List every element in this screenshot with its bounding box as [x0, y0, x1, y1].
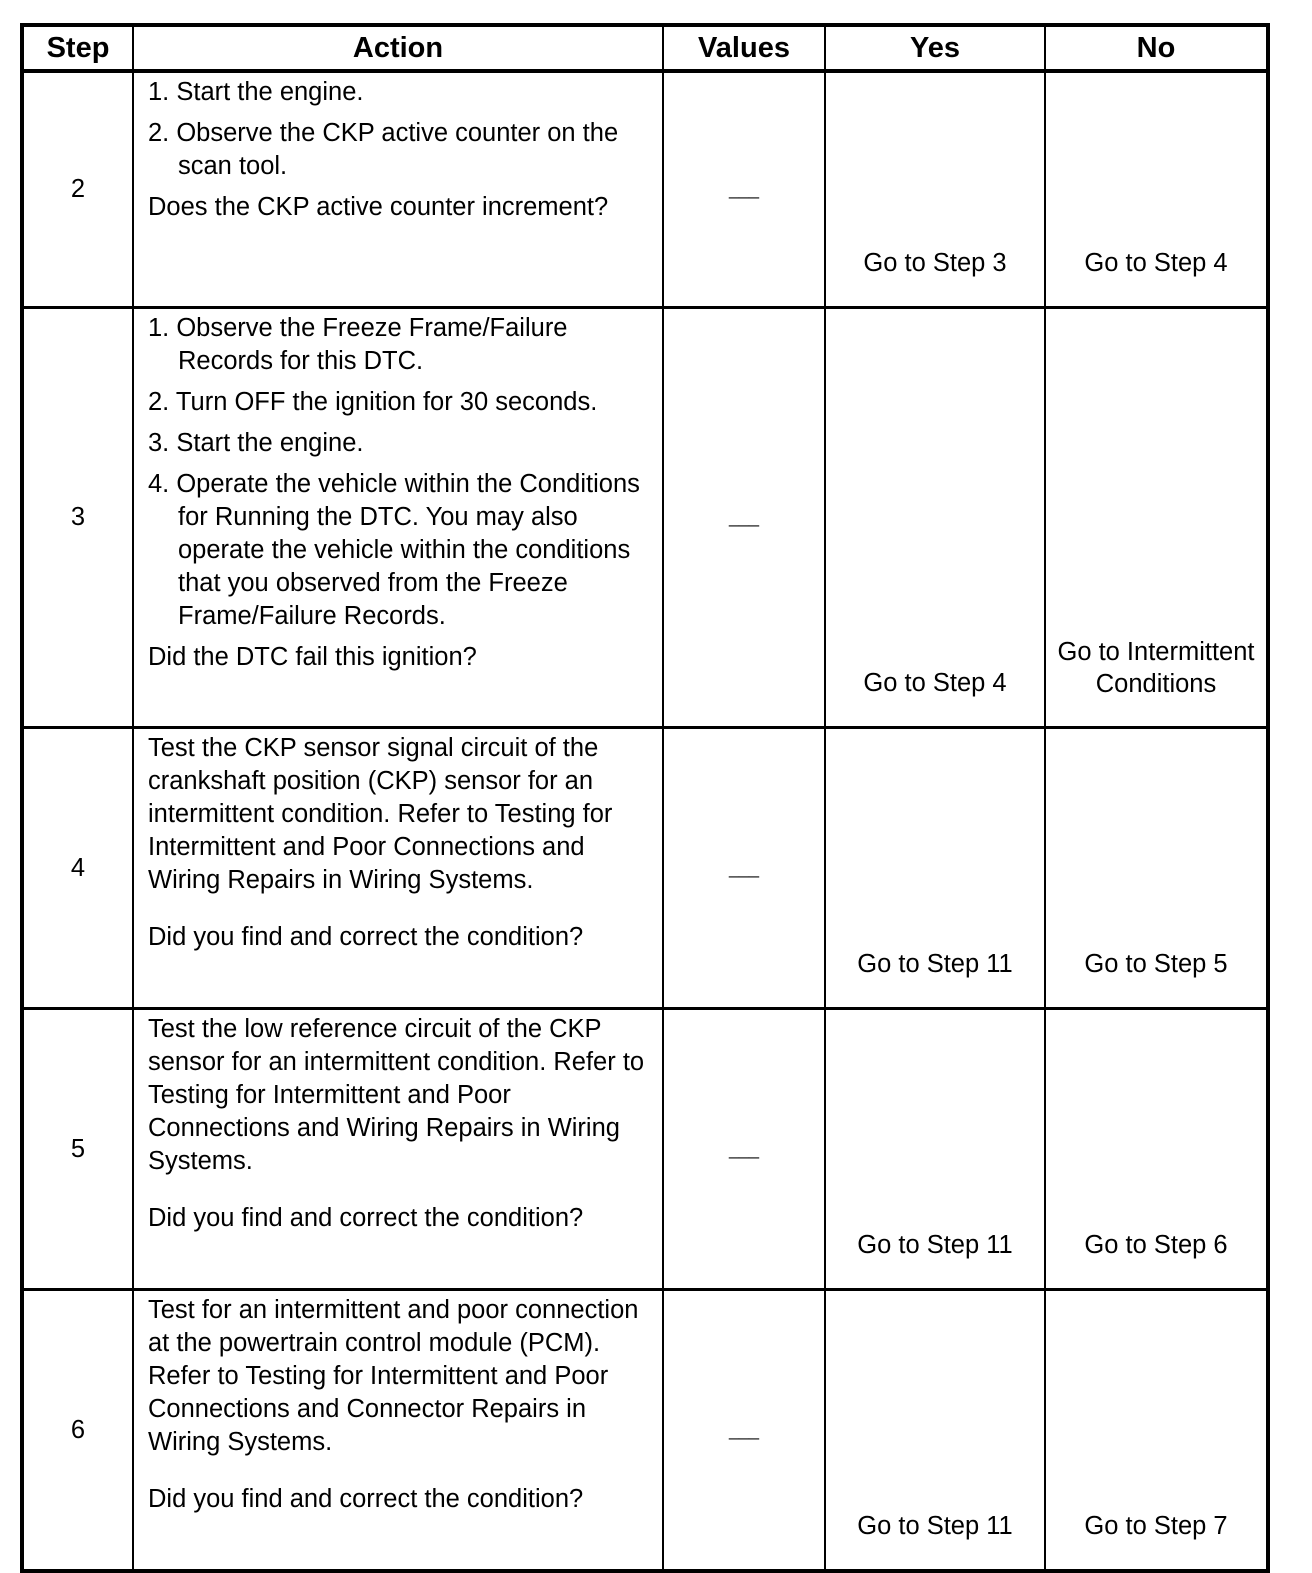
action-question: Did you find and correct the condition?: [148, 923, 584, 951]
action-question: Does the CKP active counter increment?: [148, 193, 609, 221]
table-row: [22, 728, 1268, 1009]
no-cell: Go to Step 7: [1045, 1290, 1268, 1572]
step-number: 2: [22, 71, 133, 308]
table-row: [22, 308, 1268, 728]
values-cell: ___: [663, 1290, 825, 1572]
action-text: Test the CKP sensor signal circuit of the crankshaft position (CKP) sensor for an intermittent condition. Refer to Testing for Intermittent and Poor Connections and Wiring Repairs in Wiring Systems.: [148, 734, 613, 894]
action-question: Did you find and correct the condition?: [148, 1204, 584, 1232]
action-item: 4. Operate the vehicle within the Conditions for Running the DTC. You may also operate the vehicle within the conditions that you observed from the Freeze Frame/Failure Records.: [148, 470, 640, 630]
values-cell: ___: [663, 71, 825, 308]
no-cell: Go to Intermittent Conditions: [1045, 308, 1268, 728]
header-yes: Yes: [825, 25, 1045, 71]
no-cell: Go to Step 6: [1045, 1009, 1268, 1290]
action-text: Test the low reference circuit of the CKP sensor for an intermittent condition. Refer to Testing for Intermittent and Poor Connections and Wiring Repairs in Wiring Systems.: [148, 1015, 645, 1175]
header-action: Action: [133, 25, 663, 71]
values-cell: ___: [663, 1009, 825, 1290]
header-values: Values: [663, 25, 825, 71]
step-number: 5: [22, 1009, 133, 1290]
action-item: 2. Observe the CKP active counter on the scan tool.: [148, 119, 619, 180]
yes-cell: Go to Step 11: [825, 1009, 1045, 1290]
yes-cell: Go to Step 11: [825, 728, 1045, 1009]
action-cell: [133, 1009, 663, 1290]
step-number: 3: [22, 308, 133, 728]
action-question: Did you find and correct the condition?: [148, 1485, 584, 1513]
action-cell: [133, 71, 663, 308]
action-item: 1. Observe the Freeze Frame/Failure Records for this DTC.: [148, 314, 568, 375]
diagnostic-table: [20, 23, 1270, 1573]
no-cell: Go to Step 5: [1045, 728, 1268, 1009]
values-cell: ___: [663, 728, 825, 1009]
yes-cell: Go to Step 11: [825, 1290, 1045, 1572]
values-cell: ___: [663, 308, 825, 728]
action-item: 1. Start the engine.: [148, 78, 364, 106]
header-no: No: [1045, 25, 1268, 71]
step-number: 4: [22, 728, 133, 1009]
no-cell: Go to Step 4: [1045, 71, 1268, 308]
yes-cell: Go to Step 3: [825, 71, 1045, 308]
action-cell: [133, 728, 663, 1009]
yes-cell: Go to Step 4: [825, 308, 1045, 728]
table-row: [22, 71, 1268, 308]
action-item: 3. Start the engine.: [148, 429, 364, 457]
action-question: Did the DTC fail this ignition?: [148, 643, 477, 671]
table-row: [22, 1009, 1268, 1290]
action-cell: [133, 1290, 663, 1572]
step-number: 6: [22, 1290, 133, 1572]
header-step: Step: [22, 25, 133, 71]
header-row: [22, 25, 1268, 71]
action-cell: [133, 308, 663, 728]
action-item: 2. Turn OFF the ignition for 30 seconds.: [148, 388, 598, 416]
table-row: [22, 1290, 1268, 1572]
action-text: Test for an intermittent and poor connection at the powertrain control module (PCM). Refer to Testing for Intermittent and Poor Connections and Connector Repairs in Wiring Systems.: [148, 1296, 639, 1456]
